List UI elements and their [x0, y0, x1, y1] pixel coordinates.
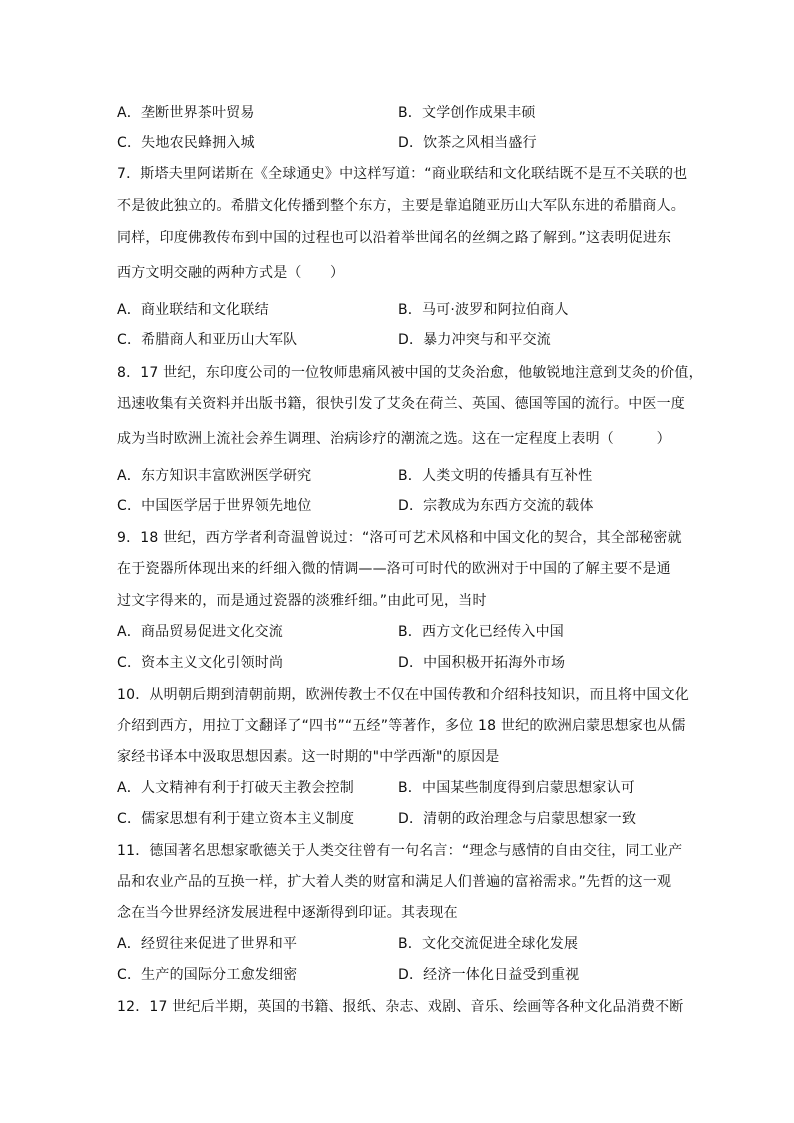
q7-option-c[interactable]: C．希腊商人和亚历山大军队: [117, 332, 298, 348]
q7-option-d[interactable]: D．暴力冲突与和平交流: [398, 332, 551, 348]
q9-stem-line-3: 过文字得来的，而是通过瓷器的淡雅纤细。”由此可见，当时: [117, 593, 487, 609]
q7-option-a[interactable]: A．商业联结和文化联结: [117, 302, 269, 318]
q10-option-d[interactable]: D．清朝的政治理念与启蒙思想家一致: [398, 811, 637, 827]
q10-option-b[interactable]: B．中国某些制度得到启蒙思想家认可: [398, 780, 636, 796]
q11-stem-line-3: 念在当今世界经济发展进程中逐渐得到印证。其表现在: [117, 905, 458, 921]
q8-option-b[interactable]: B．人类文明的传播具有互补性: [398, 468, 593, 484]
q7-stem-line-2: 不是彼此独立的。希腊文化传播到整个东方，主要是靠追随亚历山大军队东进的希腊商人。: [117, 198, 685, 214]
q12-stem-line-1: 12．17 世纪后半期，英国的书籍、报纸、杂志、戏剧、音乐、绘画等各种文化品消费不断: [117, 999, 684, 1015]
q8-stem-line-2: 迅速收集有关资料并出版书籍，很快引发了艾灸在荷兰、英国、德国等国的流行。中医一度: [117, 396, 685, 412]
q10-stem-line-2: 介绍到西方，用拉丁文翻译了“四书”“五经”等著作，多位 18 世纪的欧洲启蒙思想家也从儒: [117, 718, 686, 734]
q6-option-c[interactable]: C．失地农民蜂拥入城: [117, 135, 255, 151]
q11-option-d[interactable]: D．经济一体化日益受到重视: [398, 967, 580, 983]
q9-stem-line-2: 在于瓷器所体现出来的纤细入微的情调——洛可可时代的欧洲对于中国的了解主要不是通: [117, 561, 671, 577]
q9-option-d[interactable]: D．中国积极开拓海外市场: [398, 655, 566, 671]
q11-option-c[interactable]: C．生产的国际分工愈发细密: [117, 967, 298, 983]
q8-option-d[interactable]: D．宗教成为东西方交流的载体: [398, 498, 594, 514]
q11-stem-line-1: 11．德国著名思想家歌德关于人类交往曾有一句名言：“理念与感情的自由交往，同工业产: [117, 843, 683, 859]
q9-option-b[interactable]: B．西方文化已经传入中国: [398, 624, 565, 640]
q11-stem-line-2: 品和农业产品的互换一样，扩大着人类的财富和满足人们普遍的富裕需求。”先哲的这一观: [117, 874, 672, 890]
q9-stem-line-1: 9．18 世纪，西方学者利奇温曾说过：“洛可可艺术风格和中国文化的契合，其全部秘密就: [117, 530, 682, 546]
q11-option-a[interactable]: A．经贸往来促进了世界和平: [117, 936, 298, 952]
q10-stem-line-3: 家经书译本中汲取思想因素。这一时期的"中学西渐"的原因是: [117, 749, 500, 765]
q8-stem-line-3: 成为当时欧洲上流社会养生调理、治病诊疗的潮流之选。这在一定程度上表明（ ）: [117, 431, 671, 447]
q7-stem-line-1: 7．斯塔夫里阿诺斯在《全球通史》中这样写道：“商业联结和文化联结既不是互不关联的也: [117, 166, 688, 182]
q6-option-d[interactable]: D．饮茶之风相当盛行: [398, 135, 537, 151]
q6-option-b[interactable]: B．文学创作成果丰硕: [398, 105, 536, 121]
q10-stem-line-1: 10．从明朝后期到清朝前期，欧洲传教士不仅在中国传教和介绍科技知识，而且将中国文化: [117, 687, 690, 703]
q10-option-c[interactable]: C．儒家思想有利于建立资本主义制度: [117, 811, 355, 827]
q8-option-c[interactable]: C．中国医学居于世界领先地位: [117, 498, 312, 514]
q9-option-c[interactable]: C．资本主义文化引领时尚: [117, 655, 284, 671]
q6-option-a[interactable]: A．垄断世界茶叶贸易: [117, 105, 255, 121]
q8-option-a[interactable]: A．东方知识丰富欧洲医学研究: [117, 468, 312, 484]
q7-stem-line-4: 西方文明交融的两种方式是（ ）: [117, 265, 345, 281]
q7-option-b[interactable]: B．马可·波罗和阿拉伯商人: [398, 302, 569, 318]
q10-option-a[interactable]: A．人文精神有利于打破天主教会控制: [117, 780, 354, 796]
q11-option-b[interactable]: B．文化交流促进全球化发展: [398, 936, 579, 952]
q9-option-a[interactable]: A．商品贸易促进文化交流: [117, 624, 283, 640]
q8-stem-line-1: 8．17 世纪，东印度公司的一位牧师患痛风被中国的艾灸治愈，他敏锐地注意到艾灸的价值，: [117, 365, 703, 381]
q7-stem-line-3: 同样，印度佛教传布到中国的过程也可以沿着举世闻名的丝绸之路了解到。”这表明促进东: [117, 230, 672, 246]
